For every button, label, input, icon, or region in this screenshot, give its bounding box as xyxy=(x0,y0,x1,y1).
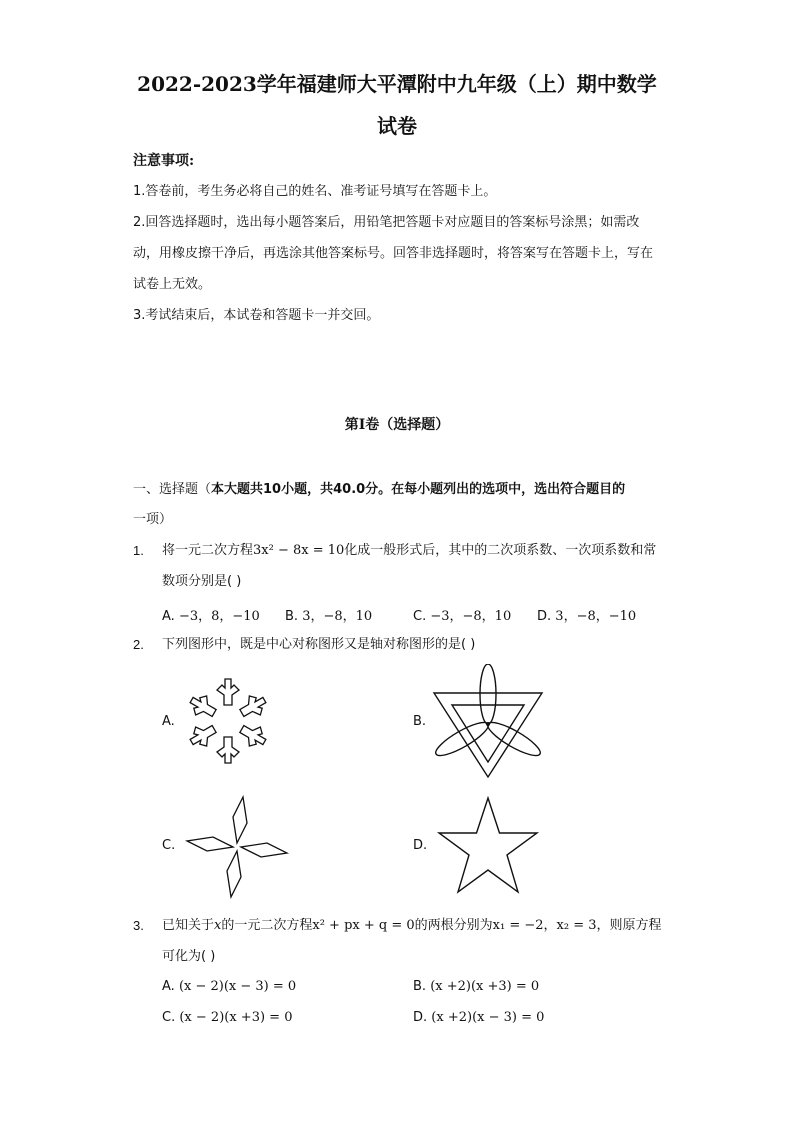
q3-option-a-value: (x − 2)(x − 3) = 0 xyxy=(178,979,297,994)
part-heading-cont: 一项） xyxy=(133,512,173,527)
q1-option-b-label: B. xyxy=(285,609,299,624)
q3-var: x xyxy=(214,918,222,933)
q3-option-d-label: D. xyxy=(413,1010,428,1025)
q2-option-b-label[interactable]: B. xyxy=(413,714,427,729)
q3-option-b[interactable] xyxy=(413,979,539,994)
q1-option-d-label: D. xyxy=(537,609,552,624)
q1-option-c[interactable] xyxy=(413,605,511,624)
q1-option-b-value: 3，−8，10 xyxy=(302,609,373,624)
exam-title-line1: 2022-2023学年福建师大平潭附中九年级（上）期中数学 xyxy=(137,72,657,96)
star-figure xyxy=(436,796,540,896)
q1-option-c-value: −3，−8，10 xyxy=(430,609,512,624)
q1-text-a: 将一元二次方程 xyxy=(162,543,254,558)
q3-option-a[interactable] xyxy=(162,979,296,994)
q1-option-b[interactable] xyxy=(285,605,372,624)
q3-option-a-label: A. xyxy=(162,979,175,994)
question-2-text: 下列图形中，既是中心对称图形又是轴对称图形的是( ) xyxy=(162,637,476,652)
snowflake-figure xyxy=(180,672,276,770)
q3-text-d: ，则原方程可化为( ) xyxy=(162,918,662,964)
notes-heading: 注意事项: xyxy=(133,153,195,169)
exam-title-line2: 试卷 xyxy=(377,114,417,138)
q3-option-c[interactable] xyxy=(162,1010,292,1025)
q3-option-c-label: C. xyxy=(162,1010,176,1025)
q3-roots: x₁ = −2，x₂ = 3 xyxy=(492,918,597,933)
q1-option-a-label: A. xyxy=(162,609,175,624)
question-2-number: 2. xyxy=(133,637,144,652)
q3-option-b-value: (x +2)(x +3) = 0 xyxy=(430,979,540,994)
q1-option-a[interactable] xyxy=(162,605,260,624)
q2-option-a-label[interactable]: A. xyxy=(162,714,175,729)
q3-option-d-value: (x +2)(x − 3) = 0 xyxy=(431,1010,545,1025)
q3-option-c-value: (x − 2)(x +3) = 0 xyxy=(179,1010,293,1025)
q2-option-c-label[interactable]: C. xyxy=(162,838,176,853)
question-3-number: 3. xyxy=(133,918,144,933)
part-heading-prefix: 一、选择题（ xyxy=(133,482,212,497)
question-1-text xyxy=(162,535,664,597)
q3-text-c: 的两根分别为 xyxy=(414,918,493,933)
triangle-ellipses-figure xyxy=(430,664,546,780)
q3-option-b-label: B. xyxy=(413,979,427,994)
question-1-number: 1. xyxy=(133,543,144,558)
q1-option-a-value: −3，8，−10 xyxy=(178,609,260,624)
pinwheel-figure xyxy=(184,793,290,901)
q1-option-d[interactable] xyxy=(537,605,636,624)
q1-option-c-label: C. xyxy=(413,609,427,624)
q3-option-d[interactable] xyxy=(413,1010,544,1025)
section-title: 第I卷（选择题） xyxy=(344,417,450,433)
q1-option-d-value: 3，−8，−10 xyxy=(555,609,637,624)
note-item-3: 3.考试结束后，本试卷和答题卡一并交回。 xyxy=(133,308,380,323)
q2-option-d-label[interactable]: D. xyxy=(413,838,428,853)
q3-text-b: 的一元二次方程 xyxy=(221,918,313,933)
q1-text-b: 化成一般形式后，其中的二次项系数、一次项系数和常数项分别是( ) xyxy=(162,543,657,589)
q1-equation: 3x² − 8x = 10 xyxy=(253,543,345,558)
question-3-text xyxy=(162,910,664,972)
note-item-2: 2.回答选择题时，选出每小题答案后，用铅笔把答题卡对应题目的答案标号涂黑；如需改动，用橡皮擦干净后，再选涂其他答案标号。回答非选择题时，将答案写在答题卡上，写在试卷上无效。 xyxy=(133,215,654,292)
part-heading-bold: 本大题共10小题，共40.0分。在每小题列出的选项中，选出符合题目的 xyxy=(211,482,626,497)
q3-equation: x² + px + q = 0 xyxy=(312,918,415,933)
note-item-1: 1.答卷前，考生务必将自己的姓名、准考证号填写在答题卡上。 xyxy=(133,184,497,199)
part-heading xyxy=(133,475,665,535)
q3-text-a: 已知关于 xyxy=(162,918,215,933)
